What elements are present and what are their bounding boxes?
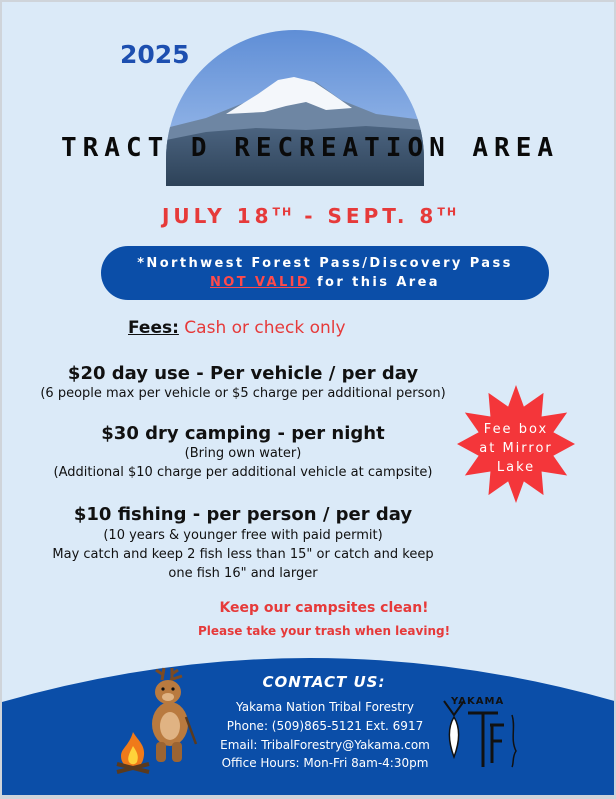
tribal-forestry-logo (440, 697, 524, 769)
day-use-note: (6 people max per vehicle or $5 charge per additional person) (40, 386, 446, 401)
fees-line (128, 318, 346, 338)
fishing-note-limit: May catch and keep 2 fish less than 15" or catch and keep (52, 547, 434, 562)
not-valid-text: NOT VALID (210, 275, 311, 290)
pass-notice-line2 (101, 275, 549, 290)
start-date: JULY 18 (161, 204, 273, 228)
end-date: SEPT. 8 (327, 204, 438, 228)
trash-reminder: Please take your trash when leaving! (197, 624, 451, 638)
logo-text: YAKAMA (451, 696, 505, 707)
fishing-heading: $10 fishing - per person / per day (73, 504, 413, 525)
day-use-heading: $20 day use - Per vehicle / per day (67, 363, 419, 384)
contact-hours: Office Hours: Mon-Fri 8am-4:30pm (221, 756, 429, 770)
camping-note-vehicle: (Additional $10 charge per additional vehicle at campsite) (53, 465, 433, 480)
camping-note-water: (Bring own water) (184, 446, 302, 461)
fee-box-line2: at Mirror (479, 441, 553, 456)
pass-notice-line1: *Northwest Forest Pass/Discovery Pass (137, 256, 513, 271)
fishing-note-youth: (10 years & younger free with paid permit) (103, 528, 383, 543)
page-title: TRACT D RECREATION AREA (60, 133, 560, 163)
fee-box-text (468, 420, 564, 477)
fees-value: Cash or check only (178, 318, 346, 338)
season-dates (2, 204, 614, 228)
camping-heading: $30 dry camping - per night (101, 423, 385, 444)
campfire-icon (113, 728, 153, 776)
fishing-note-size: one fish 16" and larger (168, 566, 318, 581)
fee-box-line3: Lake (496, 460, 536, 475)
date-separator: - (293, 204, 328, 228)
fee-box-line1: Fee box (483, 422, 549, 437)
contact-org: Yakama Nation Tribal Forestry (236, 700, 414, 714)
fees-label: Fees: (128, 318, 179, 338)
pass-notice-line2-rest: for this Area (310, 275, 440, 290)
year: 2025 (120, 40, 190, 69)
contact-email: Email: TribalForestry@Yakama.com (220, 738, 430, 752)
contact-phone: Phone: (509)865-5121 Ext. 6917 (226, 719, 424, 733)
end-date-suffix: TH (437, 205, 459, 219)
contact-heading: CONTACT US: (262, 673, 386, 691)
flyer (2, 2, 614, 795)
pass-notice-banner (101, 246, 549, 300)
start-date-suffix: TH (272, 205, 294, 219)
clean-reminder: Keep our campsites clean! (219, 600, 429, 616)
